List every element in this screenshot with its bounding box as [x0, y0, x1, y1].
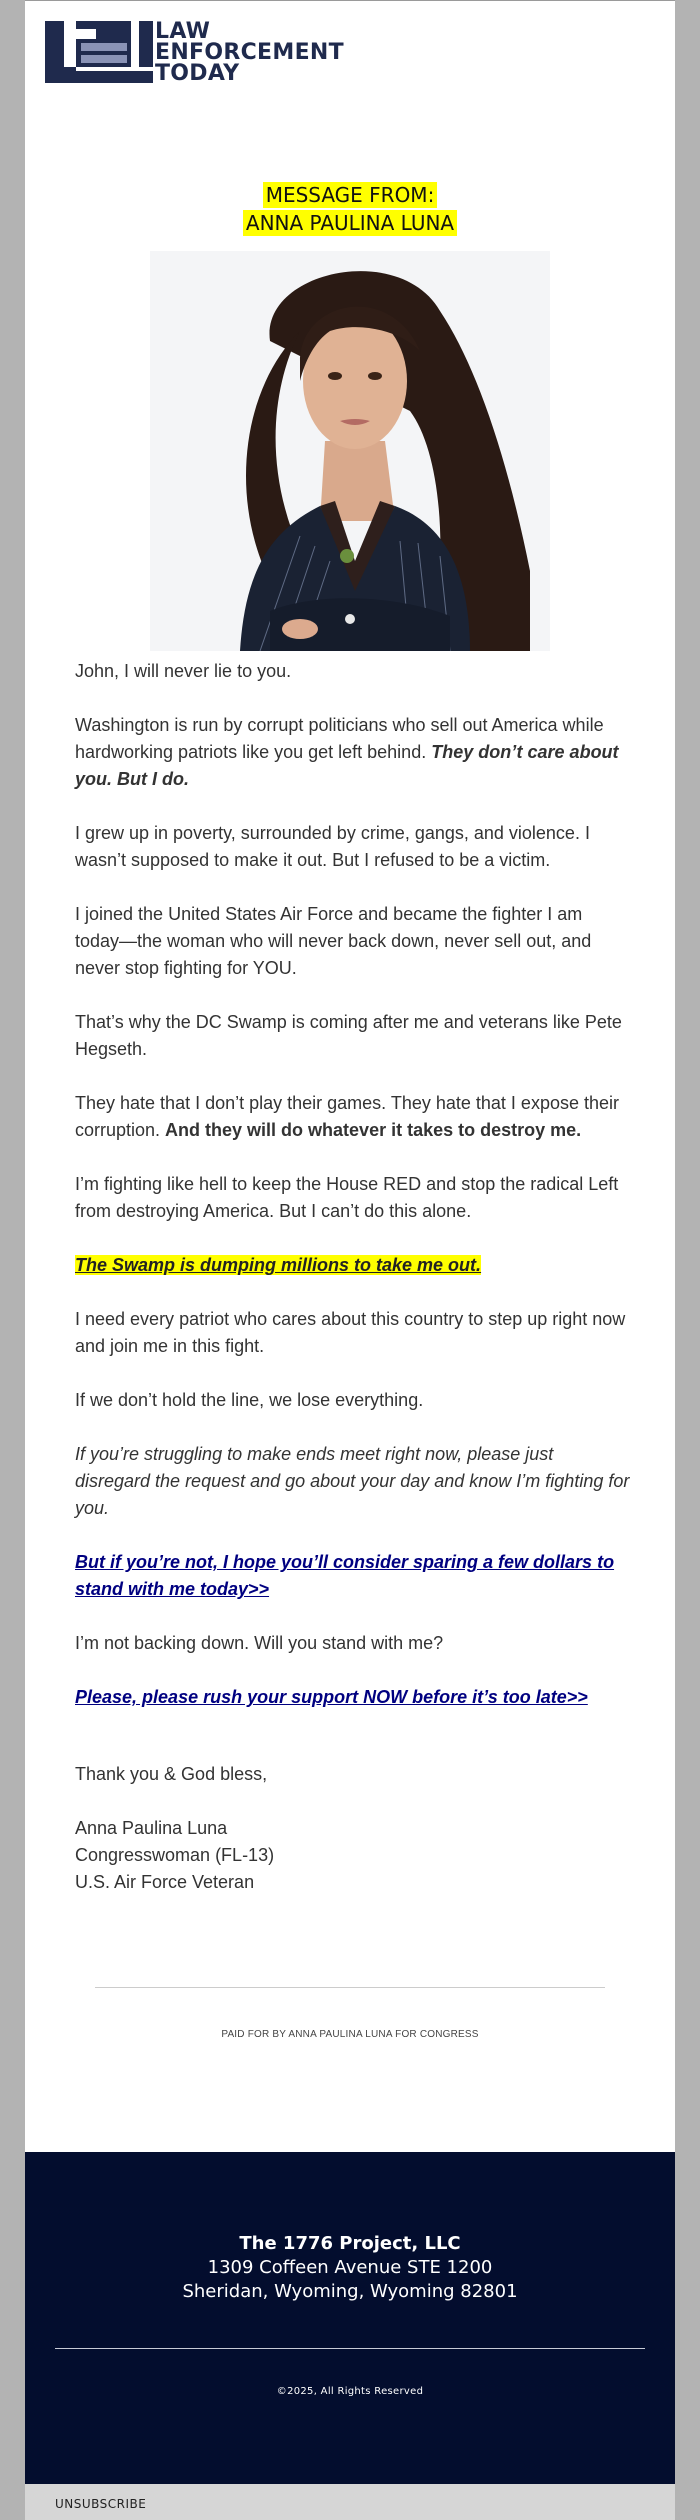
message-body	[75, 658, 630, 1738]
sender-portrait	[150, 251, 550, 651]
paragraph-6-emphasis: And they will do whatever it takes to destroy me.	[165, 1120, 582, 1140]
paragraph-link-1	[75, 1549, 630, 1603]
paragraph-2-emphasis: They don’t care about you. But I do.	[75, 742, 619, 789]
paragraph-6	[75, 1090, 630, 1144]
sender-name: ANNA PAULINA LUNA	[243, 210, 457, 236]
footer-address-line-2: Sheridan, Wyoming, Wyoming 82801	[182, 2281, 518, 2302]
signer-role: U.S. Air Force Veteran	[75, 1872, 255, 1892]
message-header	[25, 181, 675, 237]
paragraph-11: If you’re struggling to make ends meet right now, please just disregard the request and go about your day and know I’m fighting for you.	[75, 1444, 630, 1518]
paragraph-8	[75, 1252, 630, 1279]
signer-name: Anna Paulina Luna	[75, 1818, 228, 1838]
footer-address-line-1: 1309 Coffeen Avenue STE 1200	[207, 2257, 493, 2278]
paragraph-6-text: They hate that I don’t play their games. They hate that I expose their corruption.	[75, 1093, 619, 1140]
closing-line: Thank you & God bless,	[75, 1764, 268, 1784]
brand-line-1: LAW	[155, 19, 211, 44]
email-body	[25, 0, 675, 2152]
signature-block	[75, 1761, 630, 1896]
let-logo-mark	[45, 21, 153, 83]
paragraph-1: John, I will never lie to you.	[75, 661, 292, 681]
footer	[25, 2152, 675, 2484]
paragraph-3: I grew up in poverty, surrounded by crime, gangs, and violence. I wasn’t supposed to make it out. But I refused to be a victim.	[75, 823, 590, 870]
message-from-label: MESSAGE FROM:	[263, 182, 438, 208]
paragraph-12: I’m not backing down. Will you stand with me?	[75, 1633, 444, 1653]
content-divider	[95, 1987, 605, 1988]
paragraph-4: I joined the United States Air Force and became the fighter I am today—the woman who will never back down, never sell out, and never stop fighting for YOU.	[75, 904, 592, 978]
paragraph-5: That’s why the DC Swamp is coming after me and veterans like Pete Hegseth.	[75, 1012, 622, 1059]
footer-address	[25, 2232, 675, 2304]
paragraph-9: I need every patriot who cares about this country to step up right now and join me in this fight.	[75, 1309, 626, 1356]
paid-for-disclaimer: PAID FOR BY ANNA PAULINA LUNA FOR CONGRESS	[221, 2029, 479, 2040]
portrait-illustration	[150, 251, 550, 651]
paragraph-2	[75, 712, 630, 793]
highlighted-statement: The Swamp is dumping millions to take me out.	[75, 1255, 482, 1275]
unsubscribe-link[interactable]: UNSUBSCRIBE	[55, 2497, 147, 2511]
footer-divider	[55, 2348, 645, 2349]
signer-title: Congresswoman (FL-13)	[75, 1845, 275, 1865]
brand-wordmark	[155, 21, 344, 84]
brand-line-2: ENFORCEMENT	[155, 40, 344, 65]
brand-logo[interactable]	[45, 19, 365, 86]
donate-link-2[interactable]: Please, please rush your support NOW before it’s too late>>	[75, 1687, 588, 1707]
paragraph-link-2	[75, 1684, 630, 1711]
paragraph-10: If we don’t hold the line, we lose everything.	[75, 1390, 424, 1410]
footer-org-name: The 1776 Project, LLC	[239, 2233, 461, 2254]
unsubscribe-bar	[25, 2484, 675, 2520]
paragraph-7: I’m fighting like hell to keep the House RED and stop the radical Left from destroying America. But I can’t do this alone.	[75, 1174, 619, 1221]
brand-line-3: TODAY	[155, 61, 240, 86]
donate-link-1[interactable]: But if you’re not, I hope you’ll consider sparing a few dollars to stand with me today>>	[75, 1552, 615, 1599]
footer-copyright: ©2025, All Rights Reserved	[276, 2386, 424, 2397]
paragraph-2-text: Washington is run by corrupt politicians who sell out America while hardworking patriots like you get left behind.	[75, 715, 604, 762]
